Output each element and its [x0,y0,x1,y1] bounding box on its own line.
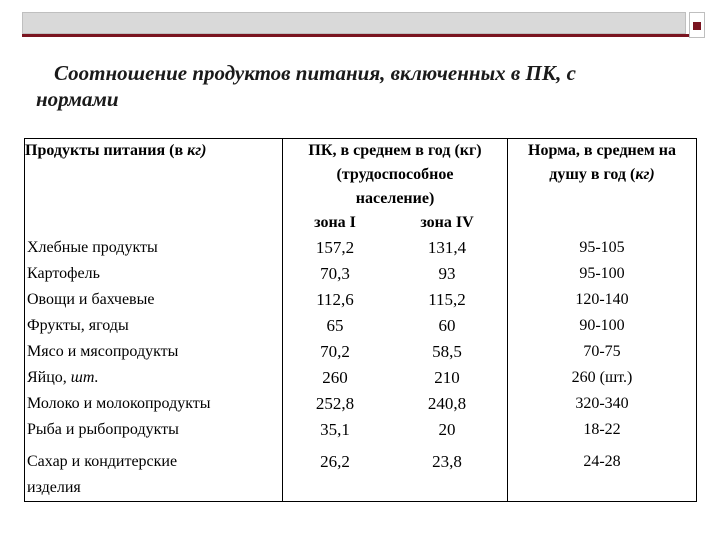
zone-4-label: зона IV [387,211,508,235]
table-row: Мясо и мясопродукты 70,2 58,5 70-75 [25,339,697,365]
header-norm: Норма, в среднем на душу в год (кг) [528,142,676,183]
table-row: Яйцо, шт. 260 210 260 (шт.) [25,365,697,391]
table-row: Хлебные продукты 157,2 131,4 95-105 [25,235,697,261]
table-row: Рыба и рыбопродукты 35,1 20 18-22 [25,417,697,443]
top-bar [22,12,686,34]
header-row [25,139,697,212]
title-line-2: нормами [36,87,119,111]
table-row: Молоко и молокопродукты 252,8 240,8 320-340 [25,391,697,417]
header-pk: ПК, в среднем в год (кг) (трудоспособное население) [283,139,508,212]
header-product: Продукты питания (в кг) [25,139,283,236]
title-line-1: Соотношение продуктов питания, включенных в ПК, с [54,61,576,85]
accent-line [22,34,690,37]
slide-title [36,60,676,112]
corner-square-icon [689,12,705,38]
table-row: Картофель 70,3 93 95-100 [25,261,697,287]
zone-1-label: зона I [314,214,356,231]
table-row: Сахар и кондитерские изделия 26,2 23,8 24-28 [25,443,697,502]
food-table [24,138,697,502]
table-row: Овощи и бахчевые 112,6 115,2 120-140 [25,287,697,313]
table-row: Фрукты, ягоды 65 60 90-100 [25,313,697,339]
